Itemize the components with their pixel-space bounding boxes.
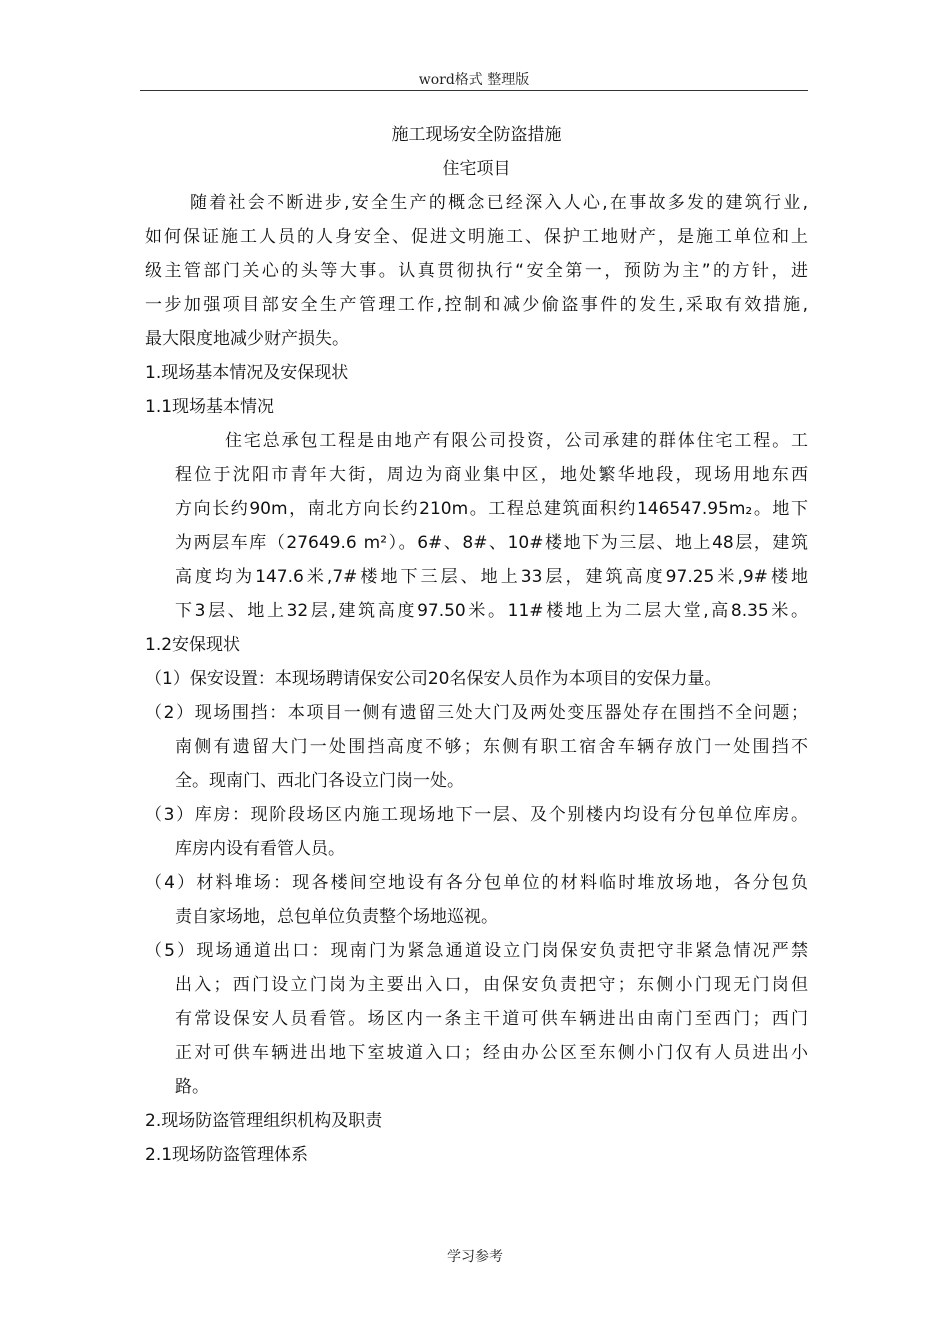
document-title: 施工现场安全防盗措施 — [391, 125, 562, 145]
intro-line: 最大限度地减少财产损失。 — [145, 329, 349, 349]
list-item: （4）材料堆场：现各楼间空地设有各分包单位的材料临时堆放场地，各分包负 — [145, 873, 808, 893]
basic-line: 下3层、地上32层,建筑高度97.50米。11#楼地上为二层大堂,高8.35米。 — [175, 601, 808, 621]
heading-1-1: 1.1现场基本情况 — [145, 397, 275, 417]
list-item-continuation: 路。 — [175, 1077, 209, 1097]
list-item: （3）库房：现阶段场区内施工现场地下一层、及个别楼内均设有分包单位库房。 — [145, 805, 808, 825]
basic-line: 住宅总承包工程是由地产有限公司投资，公司承建的群体住宅工程。工 — [225, 431, 808, 451]
list-item-continuation: 出入；西门设立门岗为主要出入口，由保安负责把守；东侧小门现无门岗但 — [175, 975, 808, 995]
header-divider — [140, 90, 808, 91]
list-item-continuation: 南侧有遗留大门一处围挡高度不够；东侧有职工宿舍车辆存放门一处围挡不 — [175, 737, 808, 757]
list-item-continuation: 有常设保安人员看管。场区内一条主干道可供车辆进出由南门至西门；西门 — [175, 1009, 808, 1029]
list-item-continuation: 库房内设有看管人员。 — [175, 839, 345, 859]
list-item: （2）现场围挡：本项目一侧有遗留三处大门及两处变压器处存在围挡不全问题； — [145, 703, 808, 723]
intro-line: 如何保证施工人员的人身安全、促进文明施工、保护工地财产，是施工单位和上 — [145, 227, 808, 247]
basic-line: 程位于沈阳市青年大街，周边为商业集中区，地处繁华地段，现场用地东西 — [175, 465, 808, 485]
heading-1: 1.现场基本情况及安保现状 — [145, 363, 349, 383]
list-item: （5）现场通道出口：现南门为紧急通道设立门岗保安负责把守非紧急情况严禁 — [145, 941, 808, 961]
list-item: （1）保安设置：本现场聘请保安公司20名保安人员作为本项目的安保力量。 — [145, 669, 722, 689]
heading-2-1: 2.1现场防盗管理体系 — [145, 1145, 309, 1165]
page-header: word格式 整理版 — [418, 72, 530, 88]
list-item-continuation: 正对可供车辆进出地下室坡道入口；经由办公区至东侧小门仅有人员进出小 — [175, 1043, 808, 1063]
list-item-continuation: 全。现南门、西北门各设立门岗一处。 — [175, 771, 464, 791]
document-body — [145, 118, 808, 1172]
heading-2: 2.现场防盗管理组织机构及职责 — [145, 1111, 383, 1131]
list-item-continuation: 责自家场地，总包单位负责整个场地巡视。 — [175, 907, 498, 927]
intro-line: 一步加强项目部安全生产管理工作,控制和减少偷盗事件的发生,采取有效措施, — [145, 295, 808, 315]
document-subtitle: 住宅项目 — [442, 159, 511, 179]
intro-line: 级主管部门关心的头等大事。认真贯彻执行“安全第一，预防为主”的方针，进 — [145, 261, 808, 281]
intro-line: 随着社会不断进步,安全生产的概念已经深入人心,在事故多发的建筑行业, — [190, 193, 808, 213]
heading-1-2: 1.2安保现状 — [145, 635, 241, 655]
basic-line: 高度均为147.6米,7#楼地下三层、地上33层，建筑高度97.25米,9#楼地 — [175, 567, 808, 587]
basic-line: 方向长约90m，南北方向长约210m。工程总建筑面积约146547.95m₂。地下 — [175, 499, 808, 519]
page-footer: 学习参考 — [447, 1249, 503, 1265]
basic-line: 为两层车库（27649.6 m²）。6#、8#、10#楼地下为三层、地上48层，建筑 — [175, 533, 808, 553]
